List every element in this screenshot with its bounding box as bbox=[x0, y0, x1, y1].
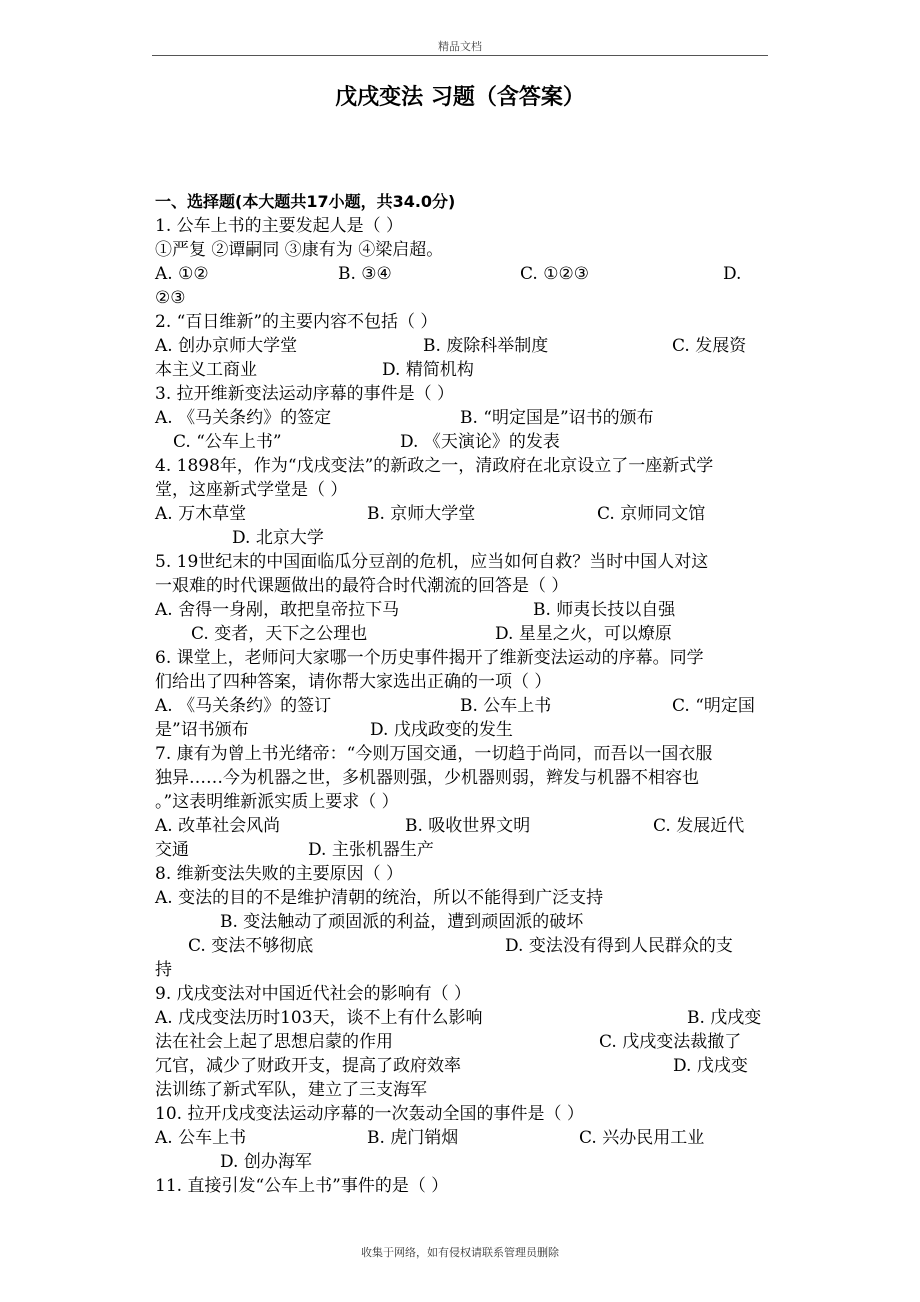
question-1-items: ①严复 ②谭嗣同 ③康有为 ④梁启超。 bbox=[155, 240, 444, 260]
question-3-options-cont: C. “公车上书” D. 《天演论》的发表 bbox=[173, 432, 560, 452]
question-5-cont: 一艰难的时代课题做出的最符合时代潮流的回答是（ ） bbox=[155, 576, 569, 596]
question-9-options: A. 戊戌变法历时103天，谈不上有什么影响 B. 戊戌变 bbox=[155, 1008, 762, 1028]
question-6-cont: 们给出了四种答案，请你帮大家选出正确的一项（ ） bbox=[155, 672, 552, 692]
question-2: 2. “百日维新”的主要内容不包括（ ） bbox=[155, 312, 438, 332]
question-4-cont: 堂，这座新式学堂是（ ） bbox=[155, 480, 348, 500]
question-9-options-cont3: 法训练了新式军队，建立了三支海军 bbox=[155, 1080, 427, 1100]
question-11: 11. 直接引发“公车上书”事件的是（ ） bbox=[155, 1176, 449, 1196]
question-9-options-cont2: 冗官，减少了财政开支，提高了政府效率 D. 戊戌变 bbox=[155, 1056, 748, 1076]
question-7: 7. 康有为曾上书光绪帝：“今则万国交通，一切趋于尚同，而吾以一国衣服 bbox=[155, 744, 713, 764]
question-7-cont: 独异……今为机器之世，多机器则强，少机器则弱，辫发与机器不相容也 bbox=[155, 768, 699, 788]
question-2-options: A. 创办京师大学堂 B. 废除科举制度 C. 发展资 bbox=[155, 336, 747, 356]
question-2-options-cont: 本主义工商业 D. 精简机构 bbox=[155, 360, 474, 380]
question-9-options-cont: 法在社会上起了思想启蒙的作用 C. 戊戌变法裁撤了 bbox=[155, 1032, 742, 1052]
question-7-options: A. 改革社会风尚 B. 吸收世界文明 C. 发展近代 bbox=[155, 816, 745, 836]
question-8-options-cont: 持 bbox=[155, 960, 172, 980]
question-7-options-cont: 交通 D. 主张机器生产 bbox=[155, 840, 434, 860]
question-4-options-cont: D. 北京大学 bbox=[232, 528, 324, 548]
header-rule bbox=[152, 55, 768, 56]
question-10-options-cont: D. 创办海军 bbox=[220, 1152, 312, 1172]
question-5: 5. 19世纪末的中国面临瓜分豆剖的危机，应当如何自救？当时中国人对这 bbox=[155, 552, 709, 572]
question-8-option-b: B. 变法触动了顽固派的利益，遭到顽固派的破坏 bbox=[220, 912, 584, 932]
question-6: 6. 课堂上，老师问大家哪一个历史事件揭开了维新变法运动的序幕。同学 bbox=[155, 648, 704, 668]
question-1: 1. 公车上书的主要发起人是（ ） bbox=[155, 216, 404, 236]
question-1-option-cont: ②③ bbox=[155, 288, 186, 308]
document-title: 戊戌变法 习题（含答案） bbox=[335, 85, 585, 110]
question-8-options-cd: C. 变法不够彻底 D. 变法没有得到人民群众的支 bbox=[188, 936, 733, 956]
question-5-options-cont: C. 变者，天下之公理也 D. 星星之火，可以燎原 bbox=[191, 624, 672, 644]
question-7-cont2: 。”这表明维新派实质上要求（ ） bbox=[155, 792, 399, 812]
question-body bbox=[155, 190, 767, 1198]
question-3-options: A. 《马关条约》的签定 B. “明定国是”诏书的颁布 bbox=[155, 408, 654, 428]
question-1-options: A. ①② B. ③④ C. ①②③ D. bbox=[155, 264, 742, 284]
page-footer: 收集于网络，如有侵权请联系管理员删除 bbox=[361, 1246, 559, 1259]
question-10-options: A. 公车上书 B. 虎门销烟 C. 兴办民用工业 bbox=[155, 1128, 705, 1148]
question-10: 10. 拉开戊戌变法运动序幕的一次轰动全国的事件是（ ） bbox=[155, 1104, 584, 1124]
question-4: 4. 1898年，作为“戊戌变法”的新政之一，清政府在北京设立了一座新式学 bbox=[155, 456, 714, 476]
question-6-options-cont: 是”诏书颁布 D. 戊戌政变的发生 bbox=[155, 720, 513, 740]
question-8-option-a: A. 变法的目的不是维护清朝的统治，所以不能得到广泛支持 bbox=[155, 888, 604, 908]
page-header: 精品文档 bbox=[438, 40, 482, 53]
question-6-options: A. 《马关条约》的签订 B. 公车上书 C. “明定国 bbox=[155, 696, 755, 716]
section-heading: 一、选择题(本大题共17小题，共34.0分) bbox=[155, 192, 456, 211]
question-3: 3. 拉开维新变法运动序幕的事件是（ ） bbox=[155, 384, 455, 404]
question-5-options: A. 舍得一身剐，敢把皇帝拉下马 B. 师夷长技以自强 bbox=[155, 600, 676, 620]
question-9: 9. 戊戌变法对中国近代社会的影响有（ ） bbox=[155, 984, 472, 1004]
question-4-options: A. 万木草堂 B. 京师大学堂 C. 京师同文馆 bbox=[155, 504, 706, 524]
question-8: 8. 维新变法失败的主要原因（ ） bbox=[155, 864, 404, 884]
